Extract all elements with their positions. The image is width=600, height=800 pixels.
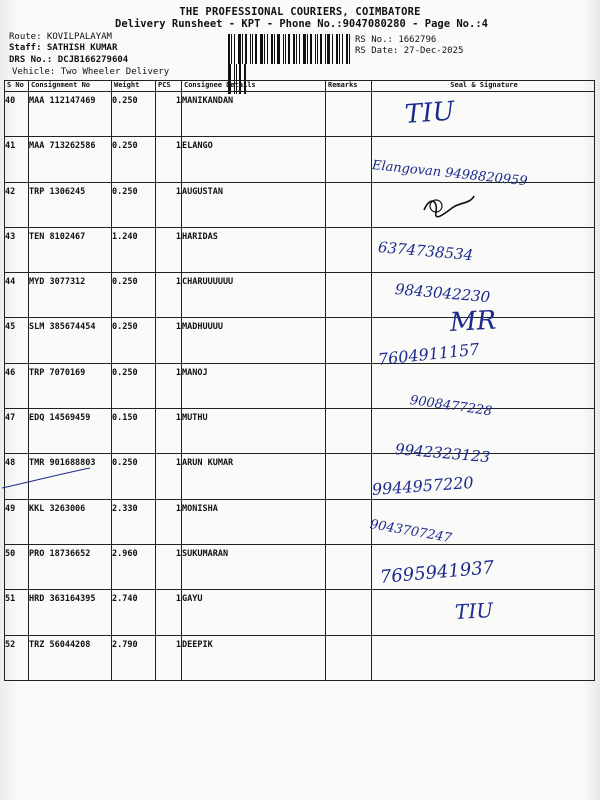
row-weight: 0.150 [112, 409, 156, 454]
row-consignment-no: PRO 18736652 [29, 544, 112, 589]
row-weight: 0.250 [112, 137, 156, 182]
row-consignment-no: TRZ 56044208 [29, 635, 112, 680]
row-weight: 2.330 [112, 499, 156, 544]
row-pcs: 1 [156, 499, 182, 544]
handwritten-signature: MR [449, 305, 497, 338]
row-sno: 50 [5, 544, 29, 589]
handwritten-signature: Elangovan 9498820959 [371, 158, 529, 190]
handwritten-signature: 7695941937 [379, 557, 496, 588]
row-consignee: GAYU [182, 590, 326, 635]
row-consignee: MUTHU [182, 409, 326, 454]
runsheet-title: Delivery Runsheet - KPT - Phone No.:9047080280 - Page No.:4 [115, 18, 488, 30]
route-label: Route: KOVILPALAYAM [9, 32, 112, 42]
row-consignee: MADHUUUU [182, 318, 326, 363]
handwritten-signature: 6374738534 [377, 238, 474, 265]
handwritten-signature: 9008477228 [408, 393, 493, 420]
row-weight: 0.250 [112, 92, 156, 137]
row-sno: 41 [5, 137, 29, 182]
rs-number: RS No.: 1662796 [355, 35, 437, 45]
col-seal: Seal & Signature [372, 81, 595, 92]
row-pcs: 1 [156, 318, 182, 363]
row-weight: 2.740 [112, 590, 156, 635]
col-weight: Weight [112, 81, 156, 92]
row-consignment-no: TMR 901688803 [29, 454, 112, 499]
row-sno: 44 [5, 273, 29, 318]
rs-date: RS Date: 27-Dec-2025 [355, 46, 464, 56]
row-weight: 0.250 [112, 273, 156, 318]
row-pcs: 1 [156, 137, 182, 182]
row-pcs: 1 [156, 227, 182, 272]
row-consignment-no: TEN 8102467 [29, 227, 112, 272]
row-sno: 48 [5, 454, 29, 499]
row-consignment-no: TRP 7070169 [29, 363, 112, 408]
row-consignee: MONISHA [182, 499, 326, 544]
row-sno: 47 [5, 409, 29, 454]
row-consignee: MANOJ [182, 363, 326, 408]
row-consignment-no: MAA 713262586 [29, 137, 112, 182]
row-consignee: MANIKANDAN [182, 92, 326, 137]
row-consignee: AUGUSTAN [182, 182, 326, 227]
row-consignment-no: HRD 363164395 [29, 590, 112, 635]
handwritten-signature: 7604911157 [377, 339, 481, 369]
row-weight: 0.250 [112, 182, 156, 227]
row-weight: 1.240 [112, 227, 156, 272]
row-sno: 46 [5, 363, 29, 408]
row-sno: 51 [5, 590, 29, 635]
col-sno: S No [5, 81, 29, 92]
row-consignee: HARIDAS [182, 227, 326, 272]
row-pcs: 1 [156, 273, 182, 318]
row-sno: 45 [5, 318, 29, 363]
pen-stroke [2, 468, 90, 488]
handwritten-signature: 9843042230 [394, 280, 491, 307]
row-weight: 2.790 [112, 635, 156, 680]
row-consignment-no: EDQ 14569459 [29, 409, 112, 454]
row-consignee: ELANGO [182, 137, 326, 182]
row-consignee: CHARUUUUUU [182, 273, 326, 318]
row-weight: 0.250 [112, 454, 156, 499]
drs-number: DRS No.: DCJB166279604 [9, 55, 129, 65]
row-pcs: 1 [156, 182, 182, 227]
row-consignee: SUKUMARAN [182, 544, 326, 589]
row-weight: 0.250 [112, 363, 156, 408]
scribble-signature [424, 196, 474, 217]
col-consignment: Consignment No [29, 81, 112, 92]
col-consignee: Consignee Details [182, 81, 326, 92]
row-pcs: 1 [156, 454, 182, 499]
col-remarks: Remarks [326, 81, 372, 92]
staff-label: Staff: SATHISH KUMAR [9, 43, 118, 53]
handwritten-signature: 9043707247 [368, 517, 453, 547]
row-pcs: 1 [156, 635, 182, 680]
row-consignee: DEEPIK [182, 635, 326, 680]
row-weight: 0.250 [112, 318, 156, 363]
row-consignment-no: MYD 3077312 [29, 273, 112, 318]
company-title: THE PROFESSIONAL COURIERS, COIMBATORE [179, 6, 421, 18]
row-consignee: ARUN KUMAR [182, 454, 326, 499]
row-sno: 42 [5, 182, 29, 227]
row-consignment-no: SLM 385674454 [29, 318, 112, 363]
handwritten-signature: 9942323123 [394, 440, 491, 467]
row-pcs: 1 [156, 544, 182, 589]
col-pcs: PCS [156, 81, 182, 92]
handwritten-signature: TIU [454, 598, 494, 624]
row-sno: 40 [5, 92, 29, 137]
row-weight: 2.960 [112, 544, 156, 589]
row-sno: 49 [5, 499, 29, 544]
row-consignment-no: KKL 3263006 [29, 499, 112, 544]
row-sno: 43 [5, 227, 29, 272]
row-pcs: 1 [156, 590, 182, 635]
row-pcs: 1 [156, 92, 182, 137]
row-sno: 52 [5, 635, 29, 680]
row-consignment-no: MAA 112147469 [29, 92, 112, 137]
row-pcs: 1 [156, 409, 182, 454]
row-pcs: 1 [156, 363, 182, 408]
vehicle-label: Vehicle: Two Wheeler Delivery [12, 67, 170, 77]
handwritten-signature: TIU [403, 96, 456, 130]
handwritten-signature: 9944957220 [371, 472, 475, 499]
row-consignment-no: TRP 1306245 [29, 182, 112, 227]
